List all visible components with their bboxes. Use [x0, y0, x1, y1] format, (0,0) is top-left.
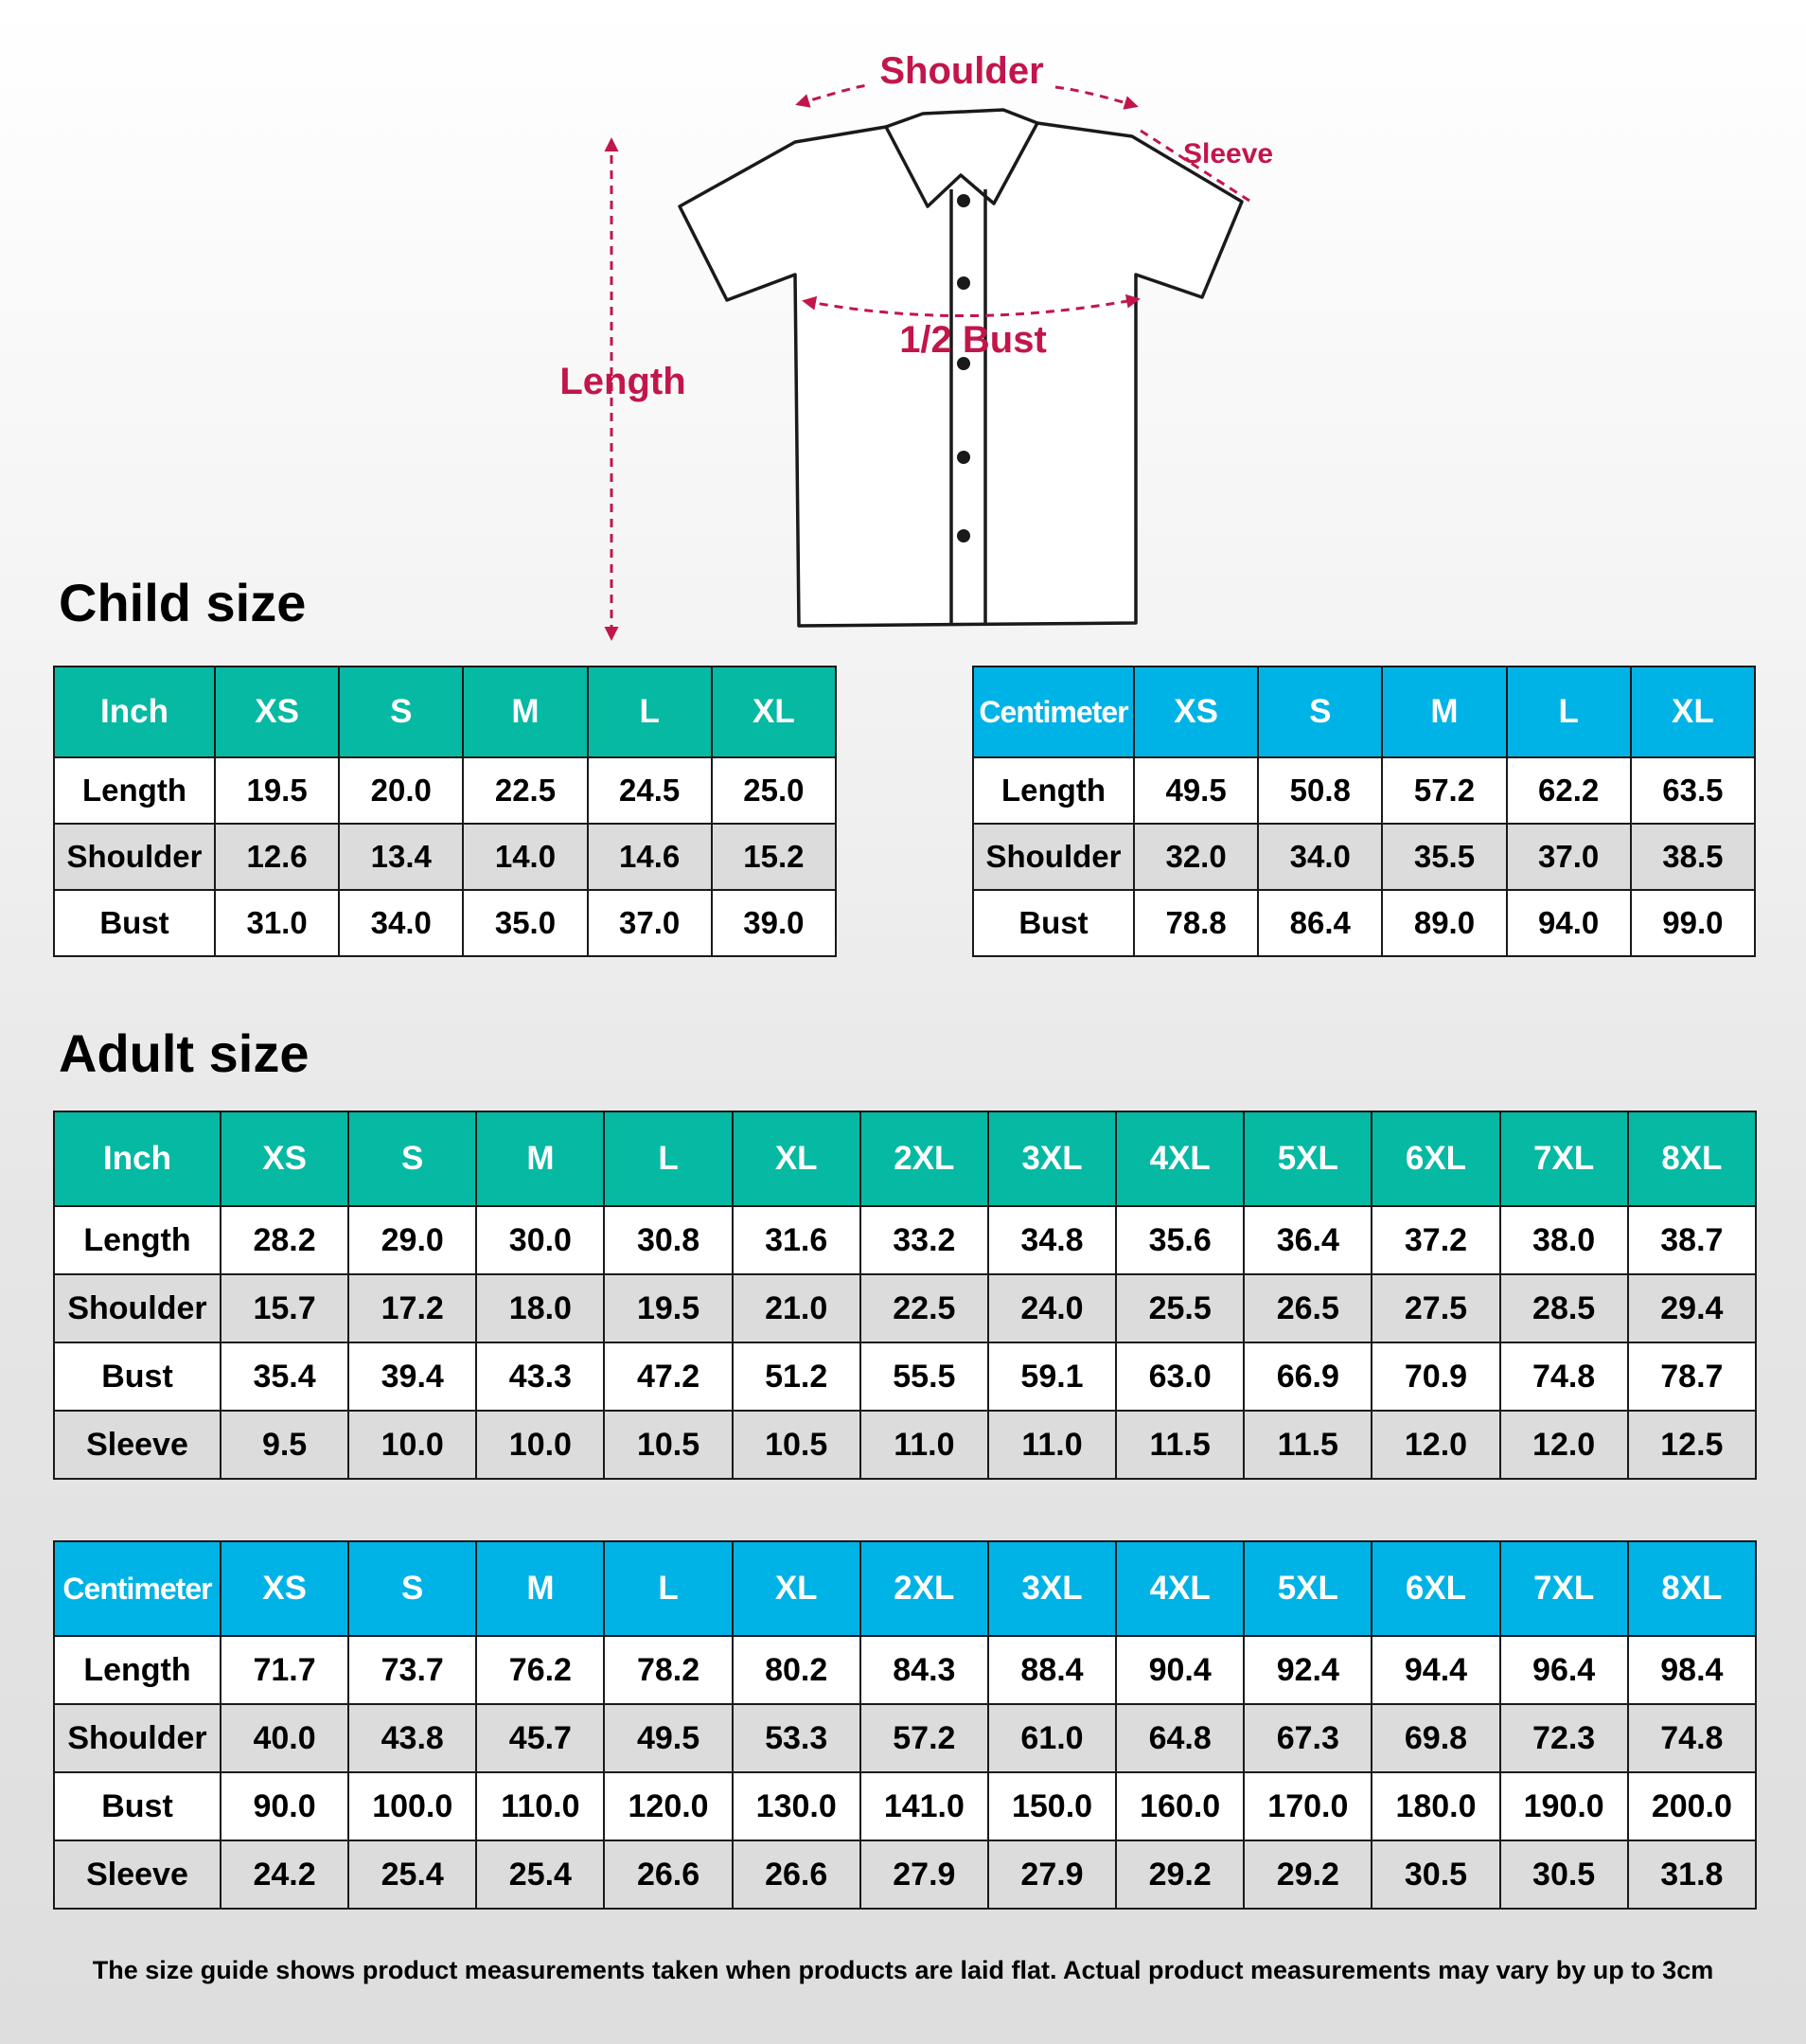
child-inch-table	[53, 666, 837, 957]
shoulder-label: Shoulder	[879, 50, 1044, 92]
shirt-diagram	[530, 38, 1287, 644]
size-header: XL	[712, 667, 836, 757]
measurement-cell: 36.4	[1244, 1206, 1372, 1274]
measurement-cell: 11.5	[1244, 1411, 1372, 1479]
size-header: M	[476, 1541, 604, 1636]
table-row	[54, 1772, 1756, 1840]
measurement-cell: 61.0	[988, 1704, 1116, 1772]
measurement-cell: 25.4	[348, 1840, 476, 1909]
measurement-cell: 130.0	[733, 1772, 860, 1840]
measurement-cell: 24.0	[988, 1274, 1116, 1342]
measurement-cell: 31.6	[733, 1206, 860, 1274]
size-header: 6XL	[1372, 1111, 1499, 1206]
size-header: XS	[221, 1541, 348, 1636]
size-header: S	[1258, 667, 1382, 757]
measurement-cell: 78.8	[1134, 890, 1258, 956]
measurement-cell: 69.8	[1372, 1704, 1499, 1772]
measurement-cell: 30.8	[604, 1206, 732, 1274]
measurement-cell: 74.8	[1500, 1342, 1628, 1411]
measurement-cell: 45.7	[476, 1704, 604, 1772]
measurement-cell: 12.6	[215, 824, 339, 890]
measurement-cell: 51.2	[733, 1342, 860, 1411]
measurement-cell: 12.0	[1500, 1411, 1628, 1479]
measurement-cell: 25.5	[1116, 1274, 1244, 1342]
measurement-cell: 18.0	[476, 1274, 604, 1342]
measurement-cell: 49.5	[604, 1704, 732, 1772]
measurement-cell: 21.0	[733, 1274, 860, 1342]
measurement-cell: 13.4	[339, 824, 463, 890]
measurement-cell: 66.9	[1244, 1342, 1372, 1411]
measurement-cell: 38.7	[1628, 1206, 1756, 1274]
size-header: XS	[1134, 667, 1258, 757]
size-header: 8XL	[1628, 1111, 1756, 1206]
measurement-cell: 72.3	[1500, 1704, 1628, 1772]
measurement-cell: 94.4	[1372, 1636, 1499, 1704]
measurement-cell: 64.8	[1116, 1704, 1244, 1772]
row-label: Bust	[973, 890, 1134, 956]
measurement-cell: 43.8	[348, 1704, 476, 1772]
measurement-cell: 11.0	[988, 1411, 1116, 1479]
measurement-cell: 38.0	[1500, 1206, 1628, 1274]
table-row	[54, 1274, 1756, 1342]
row-label: Shoulder	[973, 824, 1134, 890]
measurement-cell: 11.5	[1116, 1411, 1244, 1479]
measurement-cell: 190.0	[1500, 1772, 1628, 1840]
size-header: XL	[1631, 667, 1755, 757]
measurement-cell: 78.2	[604, 1636, 732, 1704]
measurement-cell: 15.7	[221, 1274, 348, 1342]
size-header: XL	[733, 1111, 860, 1206]
measurement-cell: 22.5	[463, 757, 587, 824]
measurement-cell: 99.0	[1631, 890, 1755, 956]
half-bust-label: 1/2 Bust	[899, 319, 1047, 361]
measurement-cell: 14.6	[588, 824, 712, 890]
measurement-cell: 160.0	[1116, 1772, 1244, 1840]
unit-header: Centimeter	[973, 667, 1134, 757]
size-header: XS	[221, 1111, 348, 1206]
table-row	[54, 1206, 1756, 1274]
adult-cm-table	[53, 1540, 1757, 1910]
measurement-cell: 25.0	[712, 757, 836, 824]
measurement-cell: 25.4	[476, 1840, 604, 1909]
size-header: 7XL	[1500, 1541, 1628, 1636]
table-row	[54, 1411, 1756, 1479]
measurement-cell: 24.2	[221, 1840, 348, 1909]
measurement-cell: 53.3	[733, 1704, 860, 1772]
measurement-cell: 27.9	[988, 1840, 1116, 1909]
measurement-cell: 55.5	[860, 1342, 988, 1411]
size-header: 8XL	[1628, 1541, 1756, 1636]
measurement-cell: 30.5	[1372, 1840, 1499, 1909]
measurement-cell: 24.5	[588, 757, 712, 824]
measurement-cell: 63.0	[1116, 1342, 1244, 1411]
measurement-cell: 39.0	[712, 890, 836, 956]
size-header: 5XL	[1244, 1541, 1372, 1636]
size-header: M	[476, 1111, 604, 1206]
measurement-cell: 37.0	[1507, 824, 1631, 890]
measurement-cell: 120.0	[604, 1772, 732, 1840]
size-header: 4XL	[1116, 1111, 1244, 1206]
measurement-cell: 35.6	[1116, 1206, 1244, 1274]
table-row	[973, 824, 1755, 890]
measurement-cell: 150.0	[988, 1772, 1116, 1840]
row-label: Bust	[54, 1772, 221, 1840]
size-header: 4XL	[1116, 1541, 1244, 1636]
measurement-cell: 28.5	[1500, 1274, 1628, 1342]
table-row	[54, 890, 836, 956]
measurement-cell: 27.9	[860, 1840, 988, 1909]
measurement-cell: 26.5	[1244, 1274, 1372, 1342]
table-row	[973, 890, 1755, 956]
measurement-cell: 10.5	[604, 1411, 732, 1479]
measurement-cell: 74.8	[1628, 1704, 1756, 1772]
measurement-cell: 35.4	[221, 1342, 348, 1411]
measurement-cell: 86.4	[1258, 890, 1382, 956]
measurement-cell: 47.2	[604, 1342, 732, 1411]
size-header: M	[463, 667, 587, 757]
measurement-cell: 67.3	[1244, 1704, 1372, 1772]
measurement-cell: 40.0	[221, 1704, 348, 1772]
measurement-cell: 20.0	[339, 757, 463, 824]
measurement-cell: 33.2	[860, 1206, 988, 1274]
measurement-cell: 78.7	[1628, 1342, 1756, 1411]
measurement-cell: 19.5	[215, 757, 339, 824]
size-header: L	[604, 1111, 732, 1206]
measurement-cell: 200.0	[1628, 1772, 1756, 1840]
size-header: 3XL	[988, 1541, 1116, 1636]
measurement-cell: 34.8	[988, 1206, 1116, 1274]
measurement-cell: 27.5	[1372, 1274, 1499, 1342]
size-header: L	[588, 667, 712, 757]
size-header: 2XL	[860, 1111, 988, 1206]
measurement-cell: 73.7	[348, 1636, 476, 1704]
measurement-cell: 71.7	[221, 1636, 348, 1704]
measurement-cell: 26.6	[604, 1840, 732, 1909]
adult-inch-table	[53, 1111, 1757, 1480]
measurement-cell: 12.0	[1372, 1411, 1499, 1479]
table-row	[54, 1704, 1756, 1772]
measurement-cell: 59.1	[988, 1342, 1116, 1411]
measurement-cell: 180.0	[1372, 1772, 1499, 1840]
measurement-cell: 50.8	[1258, 757, 1382, 824]
measurement-cell: 76.2	[476, 1636, 604, 1704]
measurement-cell: 32.0	[1134, 824, 1258, 890]
measurement-cell: 31.8	[1628, 1840, 1756, 1909]
size-header: 2XL	[860, 1541, 988, 1636]
measurement-cell: 22.5	[860, 1274, 988, 1342]
table-row	[54, 824, 836, 890]
unit-header: Inch	[54, 667, 215, 757]
measurement-cell: 94.0	[1507, 890, 1631, 956]
measurement-cell: 17.2	[348, 1274, 476, 1342]
size-header: 3XL	[988, 1111, 1116, 1206]
size-header: M	[1382, 667, 1506, 757]
measurement-cell: 35.5	[1382, 824, 1506, 890]
measurement-cell: 15.2	[712, 824, 836, 890]
measurement-cell: 90.4	[1116, 1636, 1244, 1704]
measurement-cell: 90.0	[221, 1772, 348, 1840]
measurement-cell: 92.4	[1244, 1636, 1372, 1704]
measurement-cell: 29.4	[1628, 1274, 1756, 1342]
measurement-cell: 29.0	[348, 1206, 476, 1274]
measurement-cell: 39.4	[348, 1342, 476, 1411]
measurement-cell: 10.0	[348, 1411, 476, 1479]
table-row	[54, 1636, 1756, 1704]
row-label: Bust	[54, 1342, 221, 1411]
row-label: Length	[54, 1206, 221, 1274]
table-row	[54, 1342, 1756, 1411]
row-label: Sleeve	[54, 1840, 221, 1909]
measurement-cell: 38.5	[1631, 824, 1755, 890]
measurement-cell: 26.6	[733, 1840, 860, 1909]
measurement-cell: 100.0	[348, 1772, 476, 1840]
length-label: Length	[559, 361, 686, 402]
table-row	[54, 757, 836, 824]
size-header: 5XL	[1244, 1111, 1372, 1206]
measurement-cell: 88.4	[988, 1636, 1116, 1704]
measurement-cell: 34.0	[1258, 824, 1382, 890]
measurement-cell: 70.9	[1372, 1342, 1499, 1411]
measurement-cell: 37.0	[588, 890, 712, 956]
row-label: Length	[54, 1636, 221, 1704]
table-row	[973, 757, 1755, 824]
row-label: Length	[973, 757, 1134, 824]
measurement-cell: 35.0	[463, 890, 587, 956]
measurement-cell: 14.0	[463, 824, 587, 890]
child-cm-table	[972, 666, 1756, 957]
measurement-cell: 9.5	[221, 1411, 348, 1479]
unit-header: Centimeter	[54, 1541, 221, 1636]
measurement-cell: 170.0	[1244, 1772, 1372, 1840]
measurement-cell: 29.2	[1244, 1840, 1372, 1909]
measurement-cell: 62.2	[1507, 757, 1631, 824]
measurement-cell: 10.0	[476, 1411, 604, 1479]
sleeve-label: Sleeve	[1183, 138, 1274, 169]
measurement-cell: 19.5	[604, 1274, 732, 1342]
measurement-cell: 98.4	[1628, 1636, 1756, 1704]
measurement-cell: 11.0	[860, 1411, 988, 1479]
measurement-cell: 57.2	[860, 1704, 988, 1772]
adult-size-title: Adult size	[59, 1023, 310, 1083]
measurement-cell: 28.2	[221, 1206, 348, 1274]
measurement-cell: 12.5	[1628, 1411, 1756, 1479]
size-header: S	[348, 1111, 476, 1206]
measurement-cell: 30.0	[476, 1206, 604, 1274]
measurement-cell: 63.5	[1631, 757, 1755, 824]
size-header: XS	[215, 667, 339, 757]
row-label: Shoulder	[54, 824, 215, 890]
size-header: S	[348, 1541, 476, 1636]
measurement-cell: 89.0	[1382, 890, 1506, 956]
size-header: L	[1507, 667, 1631, 757]
row-label: Shoulder	[54, 1274, 221, 1342]
measurement-cell: 57.2	[1382, 757, 1506, 824]
measurement-cell: 49.5	[1134, 757, 1258, 824]
measurement-cell: 34.0	[339, 890, 463, 956]
row-label: Shoulder	[54, 1704, 221, 1772]
measurement-cell: 10.5	[733, 1411, 860, 1479]
measurement-cell: 110.0	[476, 1772, 604, 1840]
child-size-title: Child size	[59, 573, 307, 632]
measurement-cell: 80.2	[733, 1636, 860, 1704]
table-row	[54, 1840, 1756, 1909]
measurement-cell: 31.0	[215, 890, 339, 956]
row-label: Bust	[54, 890, 215, 956]
row-label: Sleeve	[54, 1411, 221, 1479]
measurement-cell: 84.3	[860, 1636, 988, 1704]
size-header: 6XL	[1372, 1541, 1499, 1636]
size-header: S	[339, 667, 463, 757]
size-header: L	[604, 1541, 732, 1636]
unit-header: Inch	[54, 1111, 221, 1206]
measurement-cell: 43.3	[476, 1342, 604, 1411]
size-header: 7XL	[1500, 1111, 1628, 1206]
measurement-cell: 141.0	[860, 1772, 988, 1840]
footnote: The size guide shows product measurements taken when products are laid flat. Actual product measurements may vary by up to 3cm	[92, 1956, 1714, 1984]
measurement-cell: 29.2	[1116, 1840, 1244, 1909]
row-label: Length	[54, 757, 215, 824]
measurement-cell: 96.4	[1500, 1636, 1628, 1704]
measurement-cell: 30.5	[1500, 1840, 1628, 1909]
size-header: XL	[733, 1541, 860, 1636]
measurement-cell: 37.2	[1372, 1206, 1499, 1274]
